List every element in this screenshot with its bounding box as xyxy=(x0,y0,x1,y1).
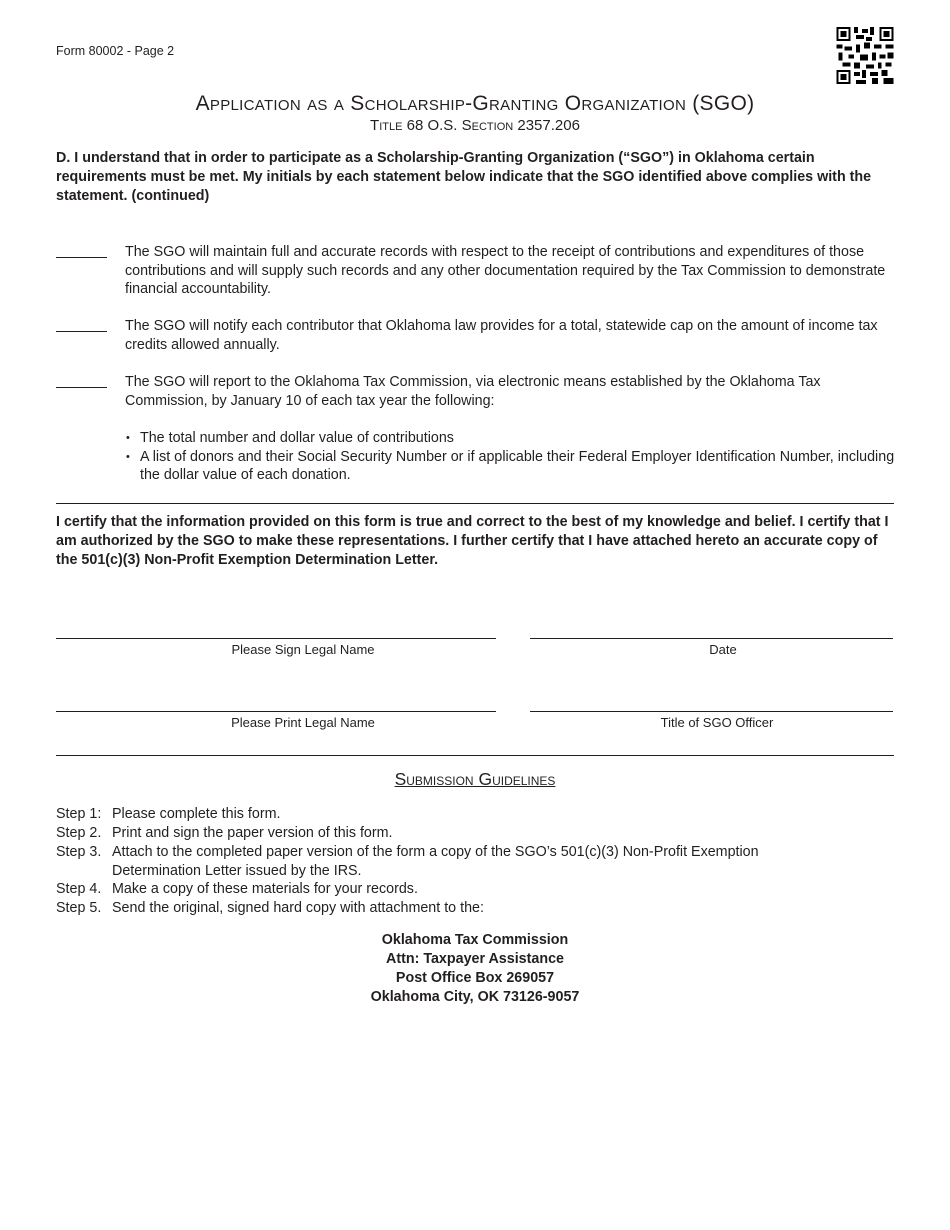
address-line: Post Office Box 269057 xyxy=(395,970,555,986)
step-text: Make a copy of these materials for your records. xyxy=(112,881,418,897)
step-label: Step 4. xyxy=(56,881,102,897)
step-label: Step 1: xyxy=(56,806,102,822)
officer-title-label: Title of SGO Officer xyxy=(660,715,774,730)
divider xyxy=(56,503,894,504)
bullet-item: • A list of donors and their Social Security Number or if applicable their Federal Employer Identification Number, including the dollar value of each donation. xyxy=(126,448,896,485)
step-label: Step 5. xyxy=(56,900,102,916)
signature-label: Please Sign Legal Name xyxy=(231,642,375,657)
step-label: Step 3. xyxy=(56,844,102,860)
qr-code-icon xyxy=(836,27,894,84)
form-id: Form 80002 - Page 2 xyxy=(56,44,175,58)
print-name-field[interactable] xyxy=(56,711,496,712)
guidelines-heading: Submission Guidelines xyxy=(394,769,556,789)
step-item xyxy=(56,805,896,824)
step-item xyxy=(56,899,896,918)
section-d-intro: D. I understand that in order to participate as a Scholarship-Granting Organization (“SGO”) in Oklahoma certain requirements must be met. My initials by each statement below indicate that the SGO identified above complies with the statement. (continued) xyxy=(56,150,872,204)
statement-text: The SGO will notify each contributor that Oklahoma law provides for a total, statewide cap on the amount of income tax credits allowed annually. xyxy=(125,318,878,353)
step-label: Step 2. xyxy=(56,825,102,841)
address-line: Oklahoma Tax Commission xyxy=(381,932,569,948)
initials-field[interactable] xyxy=(56,331,107,332)
divider xyxy=(56,755,894,756)
statement-item xyxy=(56,317,896,354)
step-item xyxy=(56,843,896,881)
date-field[interactable] xyxy=(530,638,893,639)
bullet-item: • The total number and dollar value of contributions xyxy=(126,429,896,448)
mailing-address xyxy=(0,931,950,1007)
print-name-label: Please Print Legal Name xyxy=(231,715,375,730)
initials-field[interactable] xyxy=(56,257,107,258)
statement-text: The SGO will report to the Oklahoma Tax Commission, via electronic means established by the Oklahoma Tax Commission, by January 10 of each tax year the following: xyxy=(125,374,821,409)
step-item xyxy=(56,880,896,899)
statement-text: The SGO will maintain full and accurate records with respect to the receipt of contributions and expenditures of those contributions and will supply such records and any other documentation required by the Tax Commission to demonstrate financial accountability. xyxy=(125,244,886,298)
form-title: Application as a Scholarship-Granting Organization (SGO) xyxy=(195,92,755,115)
signature-field[interactable] xyxy=(56,638,496,639)
step-text: Send the original, signed hard copy with attachment to the: xyxy=(112,900,484,916)
step-item xyxy=(56,824,896,843)
step-text: Attach to the completed paper version of the form a copy of the SGO’s 501(c)(3) Non-Profit Exemption Determination Letter issued by the IRS. xyxy=(112,844,759,879)
statement-item xyxy=(56,243,896,299)
address-line: Oklahoma City, OK 73126-9057 xyxy=(370,989,580,1005)
officer-title-field[interactable] xyxy=(530,711,893,712)
step-text: Print and sign the paper version of this form. xyxy=(112,825,393,841)
address-line: Attn: Taxpayer Assistance xyxy=(386,951,564,967)
report-bullet-list xyxy=(126,429,896,485)
initials-field[interactable] xyxy=(56,387,107,388)
certification-statement: I certify that the information provided on this form is true and correct to the best of my knowledge and belief. I certify that I am authorized by the SGO to make these representations. I further certify that I have attached hereto an accurate copy of the 501(c)(3) Non-Profit Exemption Determination Letter. xyxy=(56,514,889,568)
statement-item xyxy=(56,373,896,410)
step-text: Please complete this form. xyxy=(112,806,281,822)
date-label: Date xyxy=(709,642,737,657)
form-subtitle: Title 68 O.S. Section 2357.206 xyxy=(370,117,580,134)
